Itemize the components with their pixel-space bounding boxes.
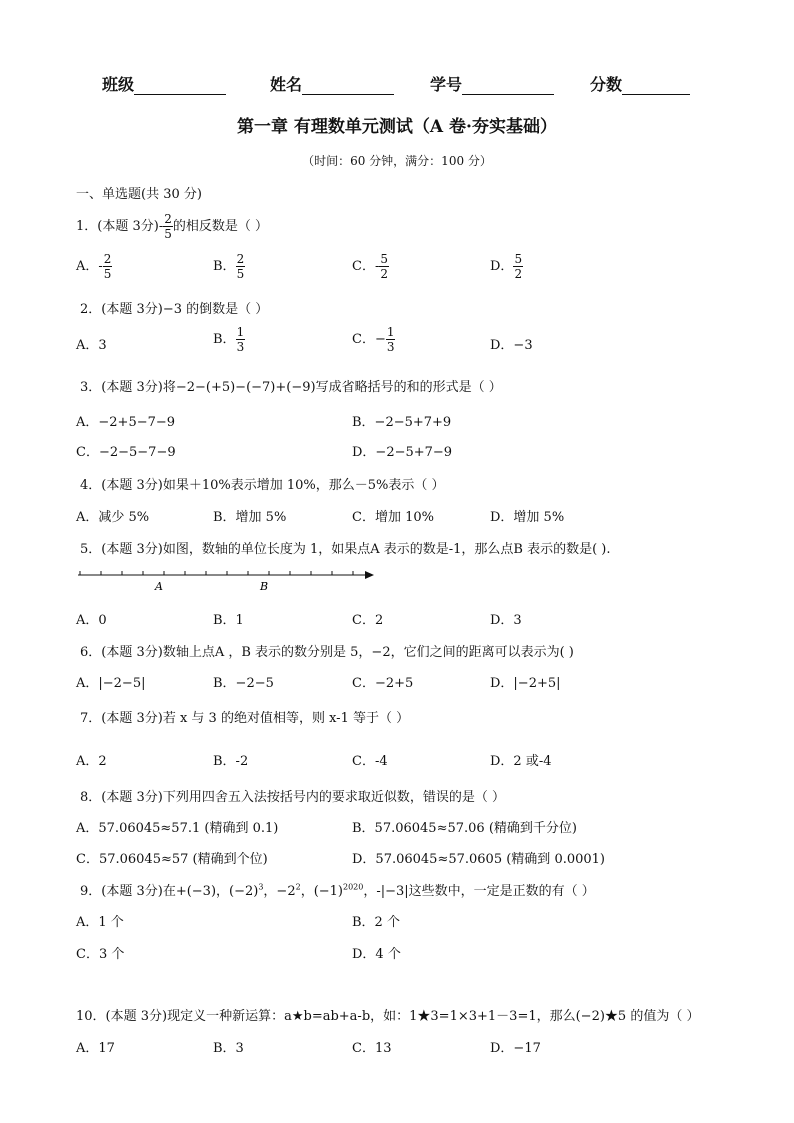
q1-a-num: 2 xyxy=(103,252,112,266)
q10-option-a[interactable]: A．17 xyxy=(76,1041,115,1056)
number-line-ticks xyxy=(80,571,353,575)
q9-sup-1: 3 xyxy=(258,882,264,892)
q1-fraction xyxy=(163,212,173,241)
number-line-figure xyxy=(74,564,384,596)
q1-c-num: 5 xyxy=(380,252,388,266)
page-subtitle: （时间：60 分钟，满分：100 分） xyxy=(302,154,492,168)
q3-option-d[interactable]: D．−2−5+7−9 xyxy=(352,445,453,460)
q2-option-b[interactable] xyxy=(213,325,245,354)
q8-option-a[interactable]: A．57.06045≈57.1 (精确到 0.1) xyxy=(76,821,279,836)
q1-c-den: 2 xyxy=(380,267,388,281)
class-blank[interactable] xyxy=(134,78,226,95)
q5-option-d[interactable]: D．3 xyxy=(490,613,522,628)
q9-sup-2: 2 xyxy=(295,882,301,892)
q1-option-c[interactable] xyxy=(352,252,389,281)
q9-option-c[interactable]: C．3 个 xyxy=(76,947,125,962)
number-line-arrow-icon xyxy=(365,571,374,579)
id-blank[interactable] xyxy=(462,78,554,95)
q4-option-c[interactable]: C．增加 10% xyxy=(352,510,434,525)
q8-option-d[interactable]: D．57.06045≈57.0605 (精确到 0.0001) xyxy=(352,852,605,867)
q3-option-b[interactable]: B．−2−5+7+9 xyxy=(352,415,452,430)
point-b-label: B xyxy=(260,580,269,593)
q1-frac-num: 2 xyxy=(164,212,172,226)
q2-option-c[interactable] xyxy=(352,325,395,354)
q2-b-den: 3 xyxy=(236,340,245,354)
q6-option-a[interactable]: A．|−2−5| xyxy=(76,676,146,691)
q5-option-b[interactable]: B．1 xyxy=(213,613,244,628)
q8-option-b[interactable]: B．57.06045≈57.06 (精确到千分位) xyxy=(352,821,577,836)
question-2: 2．(本题 3分)−3 的倒数是（ ） xyxy=(80,302,269,317)
q1-a-label: A．- xyxy=(76,259,103,274)
q9-text-c: ，(−1) xyxy=(300,884,343,899)
q9-sup-3: 2020 xyxy=(343,882,364,892)
question-4: 4．(本题 3分)如果＋10%表示增加 10%，那么－5%表示（ ） xyxy=(80,478,445,493)
q1-b-den: 5 xyxy=(236,267,245,281)
q4-option-d[interactable]: D．增加 5% xyxy=(490,510,565,525)
q1-suffix: 的相反数是（ ） xyxy=(172,219,268,234)
q1-prefix: 1．(本题 3分)- xyxy=(76,219,164,234)
q2-c-label: C．− xyxy=(352,332,386,347)
q8-option-c[interactable]: C．57.06045≈57 (精确到个位) xyxy=(76,852,268,867)
question-5: 5．(本题 3分)如图，数轴的单位长度为 1，如果点A 表示的数是-1，那么点B 表示的数是( ). xyxy=(80,542,611,557)
q7-option-b[interactable]: B．-2 xyxy=(213,754,249,769)
q2-b-num: 1 xyxy=(236,325,245,339)
q2-c-num: 1 xyxy=(386,325,395,339)
page-title: 第一章 有理数单元测试（A 卷·夯实基础） xyxy=(237,117,557,137)
class-label: 班级 xyxy=(102,75,135,94)
score-field xyxy=(590,72,690,95)
q1-d-den: 2 xyxy=(514,267,523,281)
q6-option-d[interactable]: D．|−2+5| xyxy=(490,676,561,691)
question-8: 8．(本题 3分)下列用四舍五入法按括号内的要求取近似数，错误的是（ ） xyxy=(80,790,505,805)
q9-text-b: ，−2 xyxy=(263,884,296,899)
q9-text-d: ，-|−3|这些数中，一定是正数的有（ ） xyxy=(363,884,595,899)
question-9 xyxy=(80,880,595,899)
id-field xyxy=(430,72,554,95)
q10-option-b[interactable]: B．3 xyxy=(213,1041,244,1056)
score-blank[interactable] xyxy=(622,78,690,95)
question-10: 10．(本题 3分)现定义一种新运算：a★b=ab+a-b，如：1★3=1×3+1－3=1，那么(−2)★5 的值为（ ） xyxy=(76,1009,700,1024)
q1-d-label: D． xyxy=(490,259,514,274)
q7-option-c[interactable]: C．-4 xyxy=(352,754,388,769)
q7-option-d[interactable]: D．2 或-4 xyxy=(490,754,552,769)
q2-b-label: B． xyxy=(213,332,236,347)
q1-d-num: 5 xyxy=(514,252,523,266)
q3-option-c[interactable]: C．−2−5−7−9 xyxy=(76,445,176,460)
q9-option-b[interactable]: B．2 个 xyxy=(352,915,400,930)
q1-option-a[interactable] xyxy=(76,252,112,281)
q5-option-c[interactable]: C．2 xyxy=(352,613,384,628)
q10-option-c[interactable]: C．13 xyxy=(352,1041,392,1056)
q4-option-a[interactable]: A．减少 5% xyxy=(76,510,150,525)
q2-option-d[interactable]: D．−3 xyxy=(490,338,533,353)
q1-c-label: C．- xyxy=(352,259,380,274)
q7-option-a[interactable]: A．2 xyxy=(76,754,107,769)
point-a-label: A xyxy=(155,580,163,593)
q1-a-den: 5 xyxy=(103,267,112,281)
q9-option-d[interactable]: D．4 个 xyxy=(352,947,401,962)
name-blank[interactable] xyxy=(302,78,394,95)
score-label: 分数 xyxy=(590,75,623,94)
q2-c-den: 3 xyxy=(386,340,395,354)
q10-option-d[interactable]: D．−17 xyxy=(490,1041,541,1056)
class-field xyxy=(102,72,226,95)
q1-frac-den: 5 xyxy=(164,227,172,241)
q5-option-a[interactable]: A．0 xyxy=(76,613,107,628)
q3-option-a[interactable]: A．−2+5−7−9 xyxy=(76,415,176,430)
name-field xyxy=(270,72,394,95)
question-6: 6．(本题 3分)数轴上点A ，B 表示的数分别是 5，−2，它们之间的距离可以表示为( ) xyxy=(80,645,574,660)
q1-b-num: 2 xyxy=(236,252,245,266)
q2-option-a[interactable]: A．3 xyxy=(76,338,107,353)
name-label: 姓名 xyxy=(270,75,303,94)
q1-b-label: B． xyxy=(213,259,236,274)
section-heading: 一、单选题(共 30 分) xyxy=(76,187,202,202)
q9-option-a[interactable]: A．1 个 xyxy=(76,915,124,930)
q6-option-b[interactable]: B．−2−5 xyxy=(213,676,274,691)
q9-text-a: 9．(本题 3分)在+(−3)，(−2) xyxy=(80,884,259,899)
question-3: 3．(本题 3分)将−2−(+5)−(−7)+(−9)写成省略括号的和的形式是（ ） xyxy=(80,380,502,395)
id-label: 学号 xyxy=(430,75,463,94)
q6-option-c[interactable]: C．−2+5 xyxy=(352,676,414,691)
q1-option-d[interactable] xyxy=(490,252,523,281)
q4-option-b[interactable]: B．增加 5% xyxy=(213,510,287,525)
q1-option-b[interactable] xyxy=(213,252,245,281)
question-7: 7．(本题 3分)若 x 与 3 的绝对值相等，则 x-1 等于（ ） xyxy=(80,711,410,726)
question-1 xyxy=(76,212,268,241)
